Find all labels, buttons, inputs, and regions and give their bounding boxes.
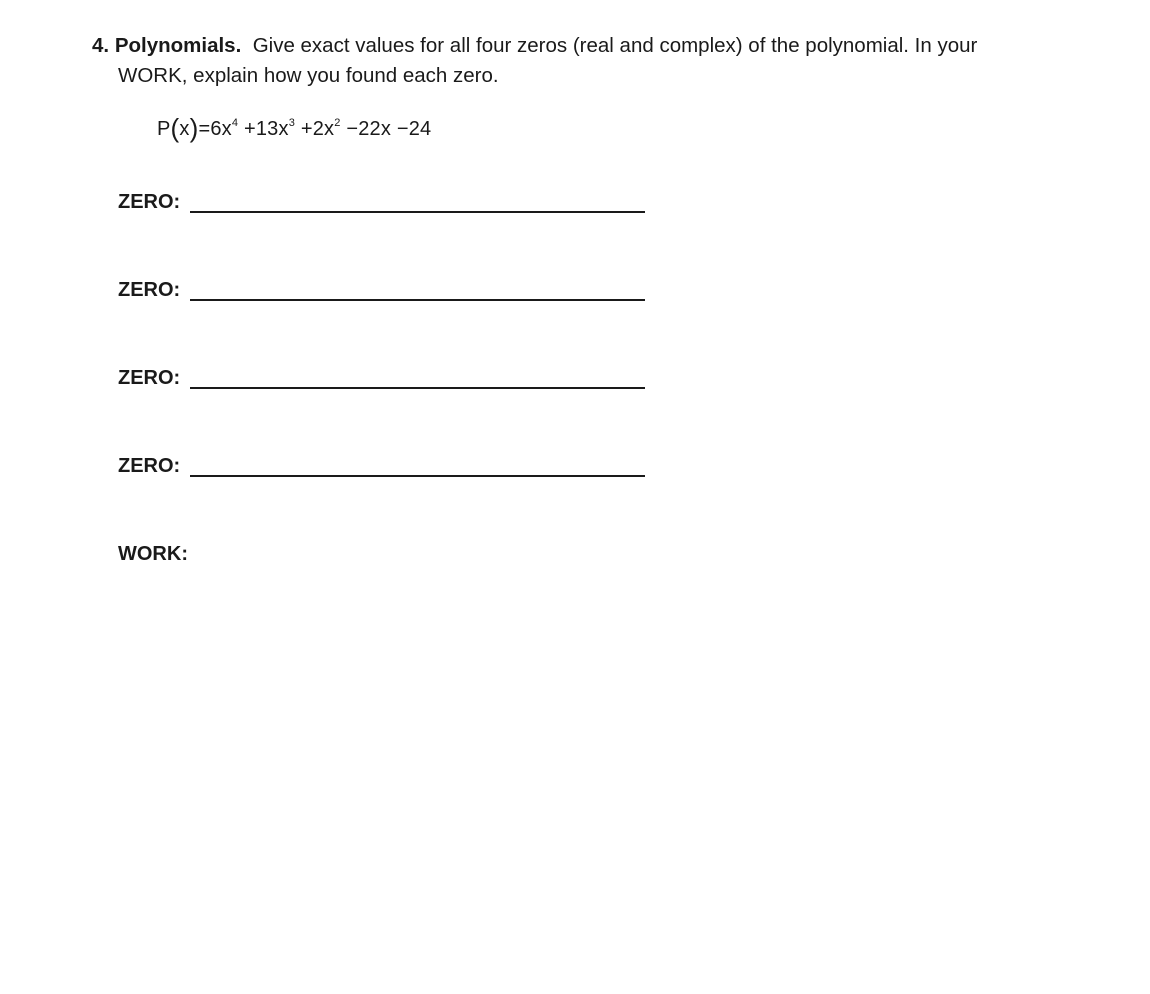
formula-equals: = bbox=[198, 118, 211, 140]
question-block bbox=[92, 31, 1092, 91]
formula-term-1-exponent: 4 bbox=[231, 117, 239, 129]
zero-row-1 bbox=[118, 187, 658, 217]
zero-row-2 bbox=[118, 275, 658, 305]
zero-row-4 bbox=[118, 451, 658, 481]
formula-term-5: −24 bbox=[396, 118, 432, 140]
formula-term-2-exponent: 3 bbox=[288, 117, 296, 129]
formula-term-2: +13x bbox=[243, 118, 289, 140]
formula-term-1: 6x bbox=[210, 118, 232, 140]
formula-term-3: +2x bbox=[300, 118, 335, 140]
zero-answer-line[interactable] bbox=[190, 387, 645, 389]
formula-term-4: −22x bbox=[346, 118, 392, 140]
question-title: Polynomials. bbox=[114, 34, 242, 57]
zero-label: ZERO: bbox=[118, 455, 181, 477]
zero-answer-line[interactable] bbox=[190, 475, 645, 477]
zero-row-3 bbox=[118, 363, 658, 393]
formula-term-3-exponent: 2 bbox=[334, 117, 341, 129]
formula-function: P bbox=[157, 118, 171, 140]
work-label: WORK: bbox=[118, 543, 188, 565]
zero-label: ZERO: bbox=[118, 279, 181, 301]
zero-label: ZERO: bbox=[118, 367, 181, 389]
polynomial-formula: $P(x)=6x^4 +13x^3 +2x^2 -22x -24$ bbox=[157, 113, 432, 143]
question-prompt-line-2: WORK, explain how you found each zero. bbox=[118, 64, 499, 87]
question-number: 4. bbox=[92, 34, 110, 57]
zero-answer-line[interactable] bbox=[190, 211, 645, 213]
question-line-1 bbox=[92, 31, 1092, 61]
zero-label: ZERO: bbox=[118, 191, 181, 213]
question-prompt-line-1: Give exact values for all four zeros (real and complex) of the polynomial. In your bbox=[252, 34, 978, 57]
zero-answer-line[interactable] bbox=[190, 299, 645, 301]
formula-variable: x bbox=[179, 118, 190, 140]
